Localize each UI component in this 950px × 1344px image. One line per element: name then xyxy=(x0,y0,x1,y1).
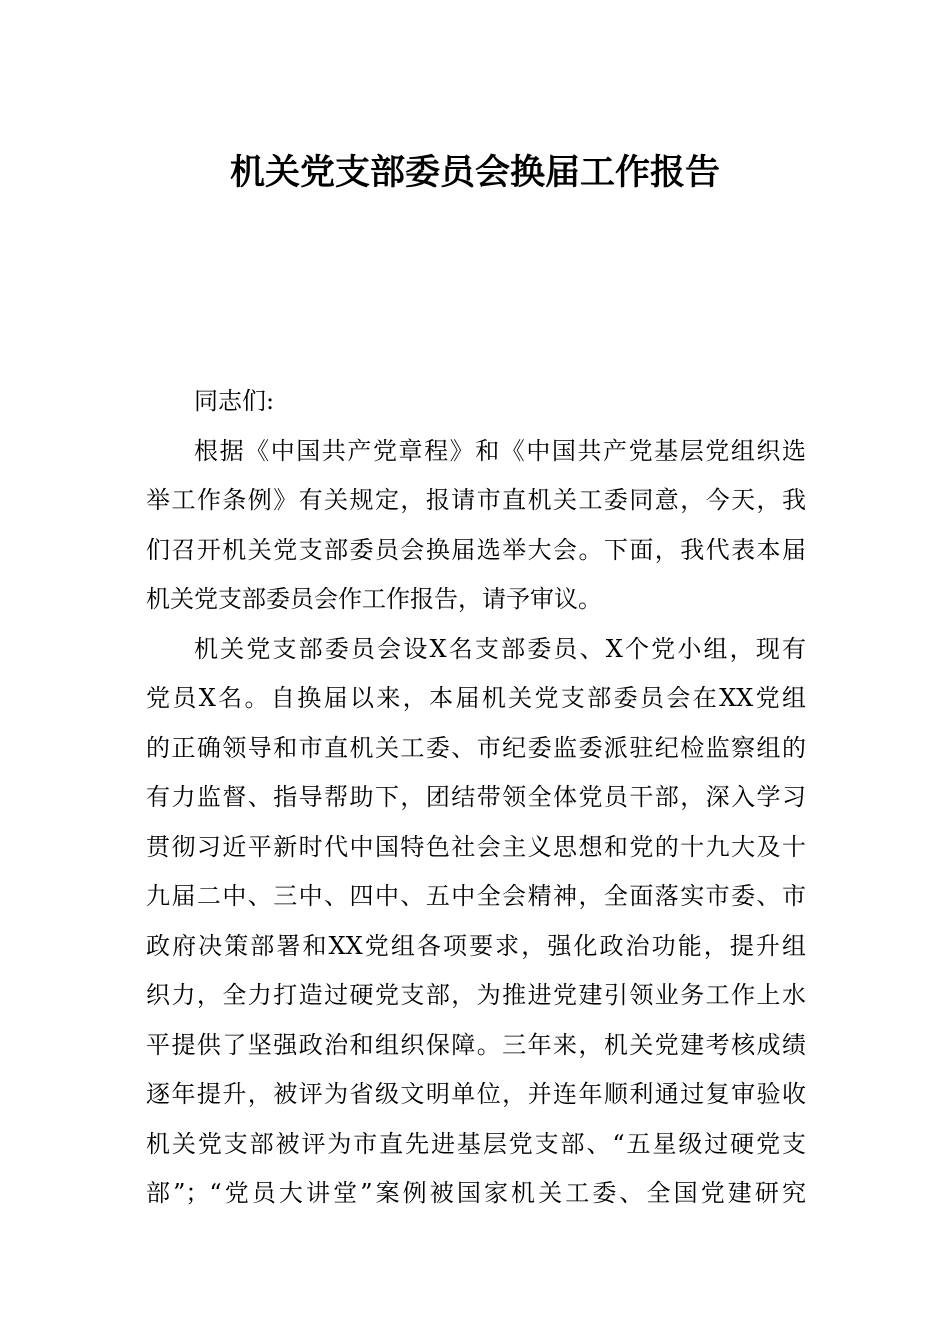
paragraph-2-line-3: 的正确领导和市直机关工委、市纪委监委派驻纪检监察组的 xyxy=(146,733,806,762)
document-title: 机关党支部委员会换届工作报告 xyxy=(229,152,720,193)
paragraph-2-line-2: 党员X名。自换届以来，本届机关党支部委员会在XX党组 xyxy=(146,684,806,712)
salutation: 同志们: xyxy=(194,387,275,415)
paragraph-2-line-4: 有力监督、指导帮助下，团结带领全体党员干部，深入学习 xyxy=(146,783,806,811)
paragraph-2-line-12: 部”；“党员大讲堂”案例被国家机关工委、全国党建研究 xyxy=(146,1179,806,1207)
paragraph-2-line-11: 机关党支部被评为市直先进基层党支部、“五星级过硬党支 xyxy=(146,1129,806,1158)
paragraph-1-line-3: 们召开机关党支部委员会换届选举大会。下面，我代表本届 xyxy=(146,535,806,564)
paragraph-2-line-7: 政府决策部署和XX党组各项要求，强化政治功能，提升组 xyxy=(146,931,806,960)
paragraph-2-line-10: 逐年提升，被评为省级文明单位，并连年顺利通过复审验收 xyxy=(146,1080,806,1108)
paragraph-1-line-1: 根据《中国共产党章程》和《中国共产党基层党组织选 xyxy=(194,436,806,465)
paragraph-2-line-1: 机关党支部委员会设X名支部委员、X个党小组，现有 xyxy=(194,634,806,663)
paragraph-2-line-6: 九届二中、三中、四中、五中全会精神，全面落实市委、市 xyxy=(146,882,806,910)
paragraph-1-line-2: 举工作条例》有关规定，报请市直机关工委同意，今天，我 xyxy=(146,486,806,514)
paragraph-2-line-5: 贯彻习近平新时代中国特色社会主义思想和党的十九大及十 xyxy=(146,832,806,861)
document-body xyxy=(146,377,806,1219)
paragraph-1-line-4: 机关党支部委员会作工作报告，请予审议。 xyxy=(146,585,602,613)
paragraph-2-line-9: 平提供了坚强政治和组织保障。三年来，机关党建考核成绩 xyxy=(146,1030,806,1059)
paragraph-2-line-8: 织力，全力打造过硬党支部，为推进党建引领业务工作上水 xyxy=(146,981,806,1009)
